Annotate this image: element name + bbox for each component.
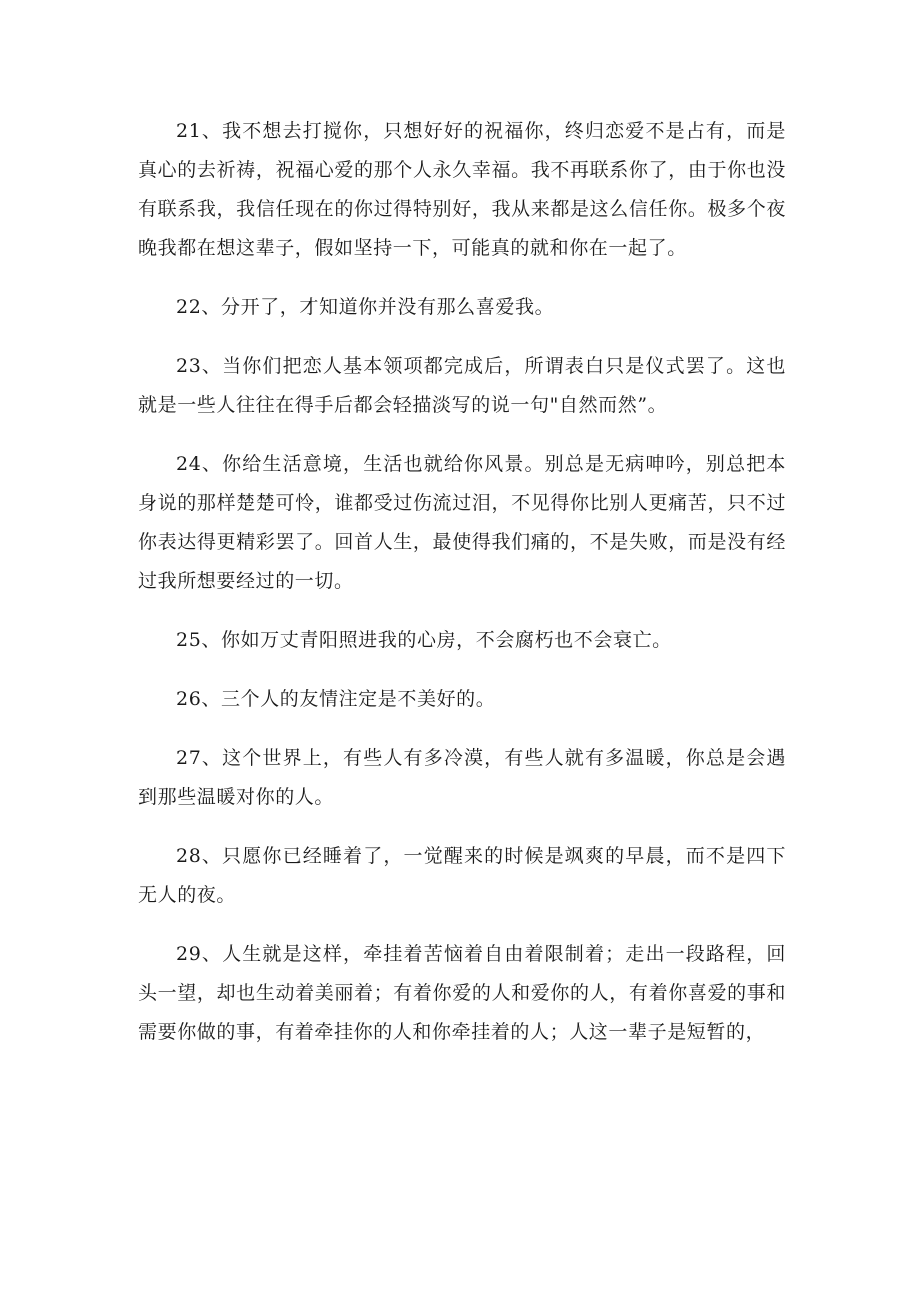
paragraph-25: 25、你如万丈青阳照进我的心房，不会腐朽也不会衰亡。 xyxy=(176,629,672,651)
paragraph-24: 24、你给生活意境，生活也就给你风景。别总是无病呻吟，别总把本身说的那样楚楚可怜，谁都受过伤流过泪，不见得你比别人更痛苦，只不过你表达得更精彩罢了。回首人生，最使得我们痛的，不是失败，而是没有经过我所想要经过的一切。 xyxy=(138,453,786,592)
paragraph-29: 29、人生就是这样，牵挂着苦恼着自由着限制着；走出一段路程，回头一望，却也生动着美丽着；有着你爱的人和爱你的人，有着你喜爱的事和需要你做的事，有着牵挂你的人和你牵挂着的人；人这一辈子是短暂的， xyxy=(138,943,786,1043)
paragraph-21: 21、我不想去打搅你，只想好好的祝福你，终归恋爱不是占有，而是真心的去祈祷，祝福心爱的那个人永久幸福。我不再联系你了，由于你也没有联系我，我信任现在的你过得特别好，我从来都是这么信任你。极多个夜晚我都在想这辈子，假如坚持一下，可能真的就和你在一起了。 xyxy=(138,120,786,259)
paragraph-23: 23、当你们把恋人基本领项都完成后，所谓表白只是仪式罢了。这也就是一些人往往在得手后都会轻描淡写的说一句"自然而然”。 xyxy=(138,355,786,416)
paragraph-27: 27、这个世界上，有些人有多冷漠，有些人就有多温暖，你总是会遇到那些温暖对你的人。 xyxy=(138,747,786,808)
document-body xyxy=(138,112,786,1072)
paragraph-26: 26、三个人的友情注定是不美好的。 xyxy=(176,688,496,710)
paragraph-28: 28、只愿你已经睡着了，一觉醒来的时候是飒爽的早晨，而不是四下无人的夜。 xyxy=(138,845,786,906)
paragraph-22: 22、分开了，才知道你并没有那么喜爱我。 xyxy=(176,296,555,318)
